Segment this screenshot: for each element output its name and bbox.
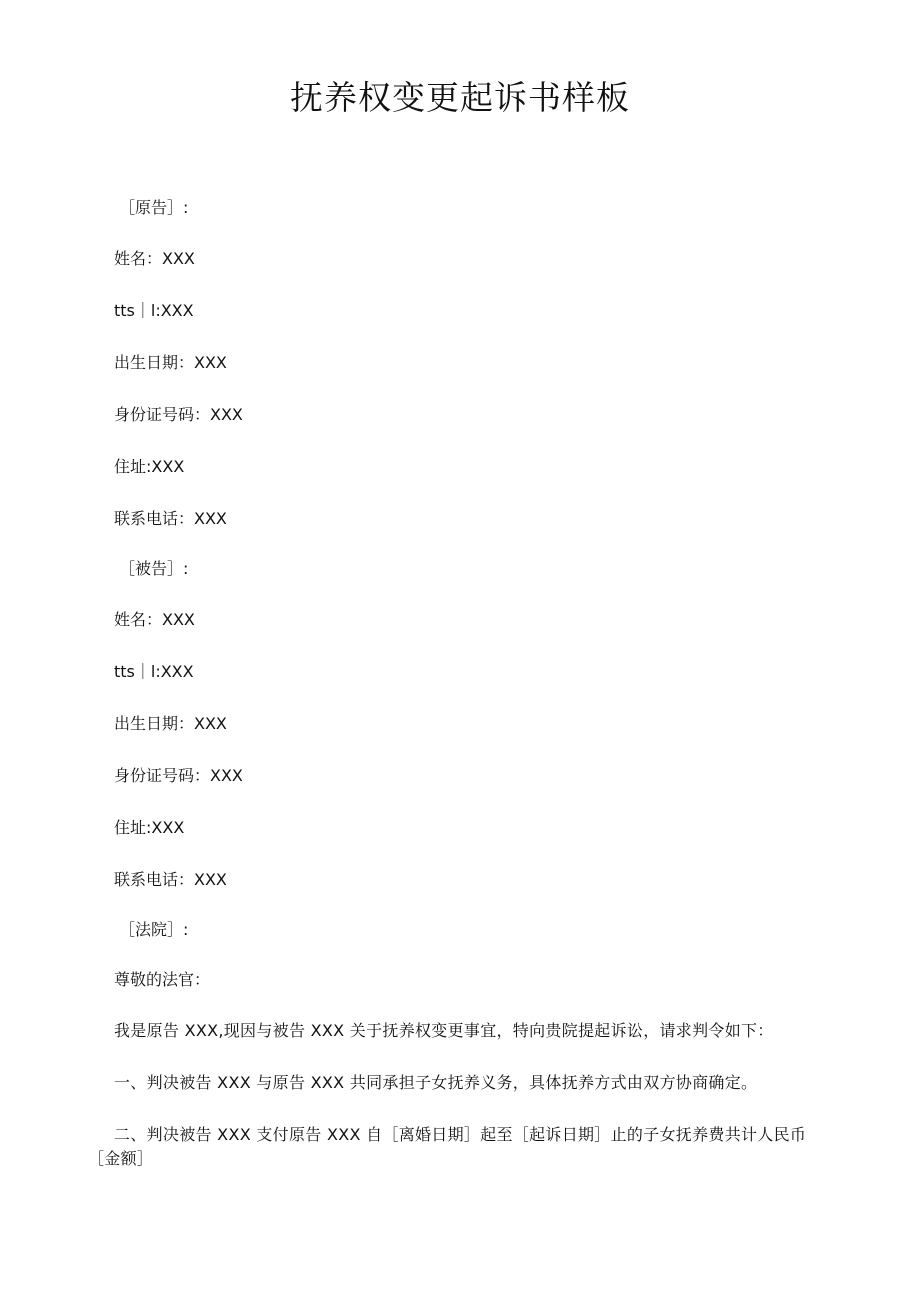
plaintiff-phone: 联系电话：XXX (114, 509, 227, 528)
document-title: 抚养权变更起诉书样板 (290, 78, 630, 117)
defendant-phone: 联系电话：XXX (114, 870, 227, 889)
plaintiff-address: 住址:XXX (114, 457, 185, 476)
defendant-heading: ［被告］: (119, 559, 189, 578)
claim-one: 一、判决被告 XXX 与原告 XXX 共同承担子女抚养义务，具体抚养方式由双方协商确定。 (114, 1073, 758, 1092)
salutation: 尊敬的法官： (114, 970, 211, 989)
plaintiff-id-number: 身份证号码：XXX (114, 405, 243, 424)
intro-paragraph: 我是原告 XXX,现因与被告 XXX 关于抚养权变更事宜，特向贵院提起诉讼，请求判令如下： (114, 1021, 774, 1040)
plaintiff-gender: tts｜l:XXX (114, 301, 194, 320)
defendant-birth-date: 出生日期：XXX (114, 714, 227, 733)
plaintiff-birth-date: 出生日期：XXX (114, 353, 227, 372)
defendant-id-number: 身份证号码：XXX (114, 766, 243, 785)
plaintiff-name: 姓名：XXX (114, 249, 195, 268)
defendant-address: 住址:XXX (114, 818, 185, 837)
court-heading: ［法院］: (119, 920, 189, 939)
claim-two: 二、判决被告 XXX 支付原告 XXX 自［离婚日期］起至［起诉日期］止的子女抚养费共计人民币［金额］ (88, 1125, 807, 1168)
defendant-name: 姓名：XXX (114, 610, 195, 629)
plaintiff-heading: ［原告］: (119, 198, 189, 217)
defendant-gender: tts｜l:XXX (114, 662, 194, 681)
